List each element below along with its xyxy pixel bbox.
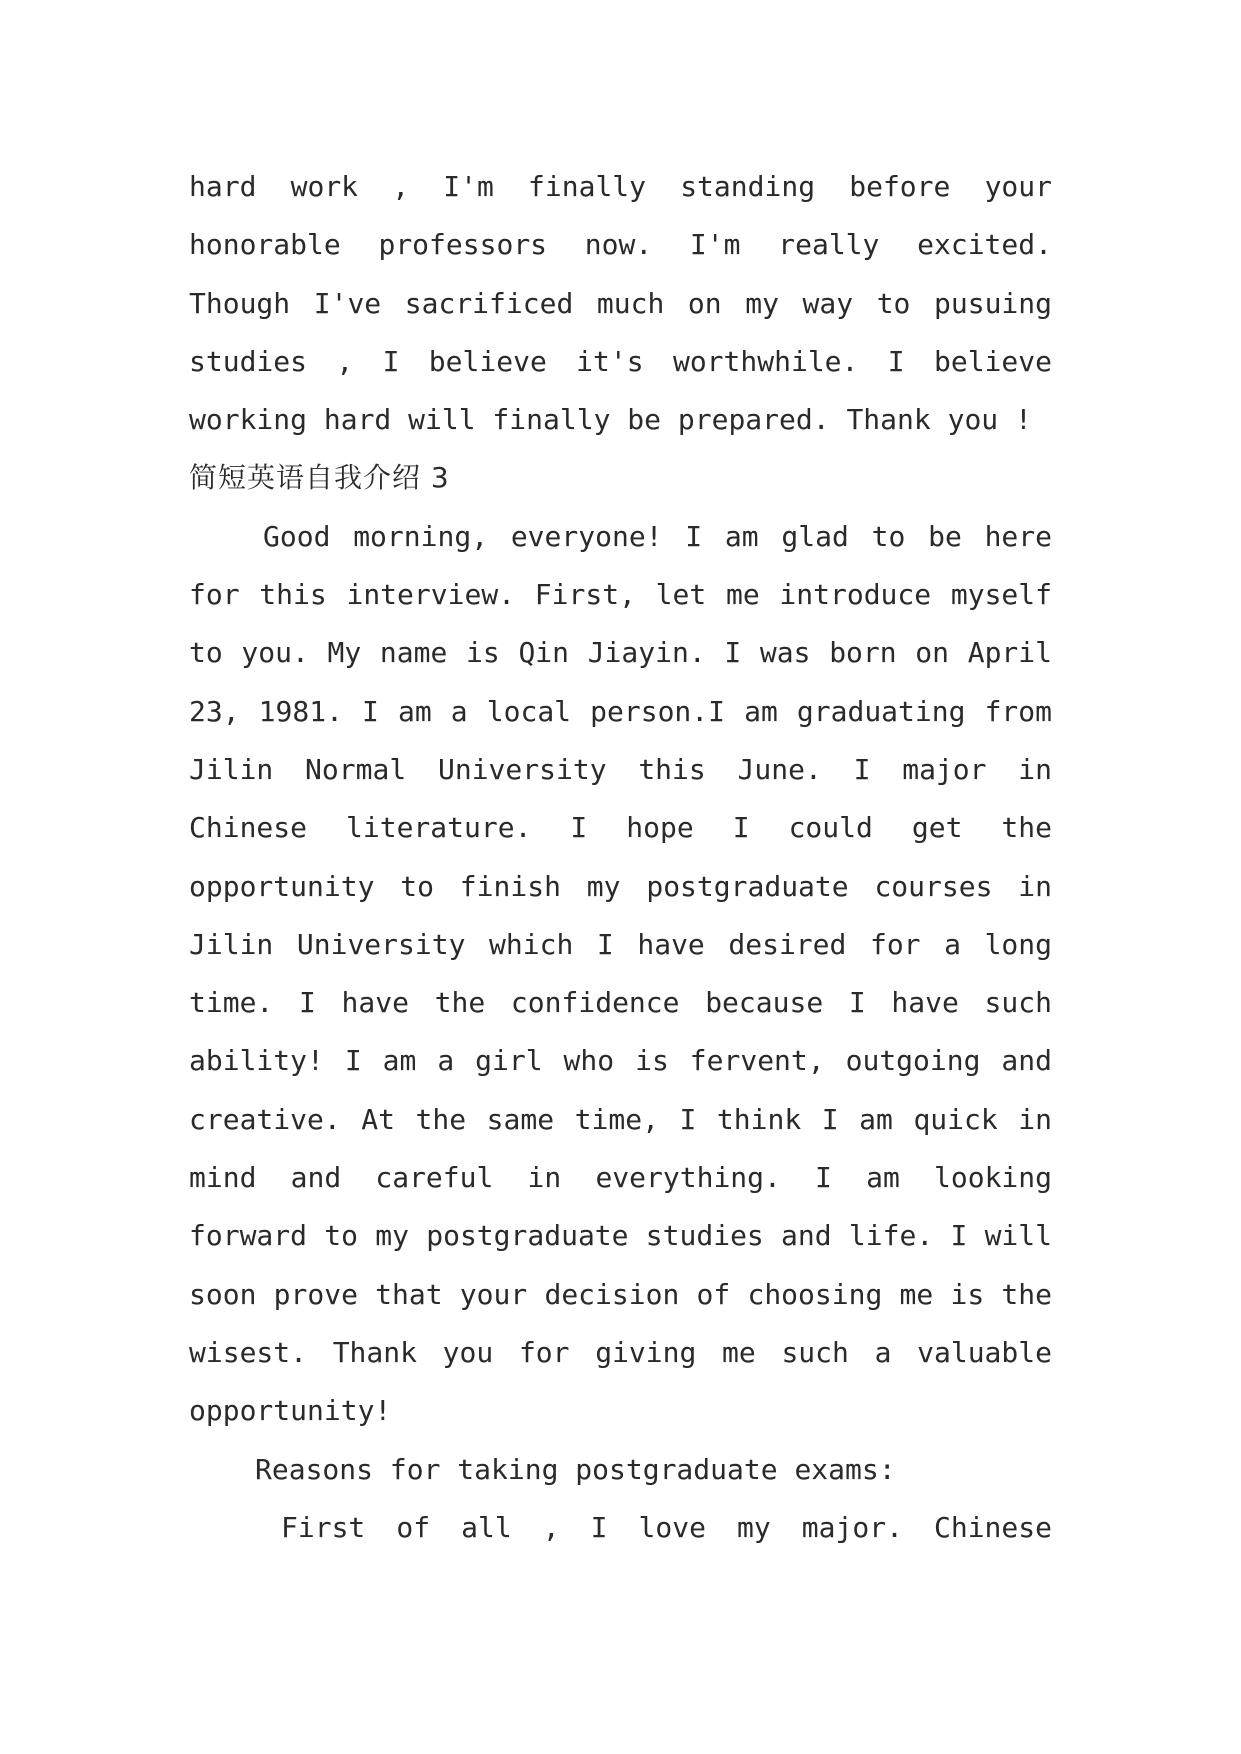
- text-line: to you. My name is Qin Jiayin. I was born on April: [189, 636, 1052, 670]
- text-line: soon prove that your decision of choosing me is the: [189, 1277, 1052, 1311]
- document-body: [189, 158, 1052, 1557]
- text-line: ability! I am a girl who is fervent, outgoing and: [189, 1044, 1052, 1078]
- reasons-heading: Reasons for taking postgraduate exams:: [255, 1452, 896, 1486]
- text-line: Chinese literature. I hope I could get the: [189, 811, 1052, 845]
- text-line: creative. At the same time, I think I am quick in: [189, 1102, 1052, 1136]
- text-line: Jilin University which I have desired for a long: [189, 927, 1052, 961]
- text-line: time. I have the confidence because I have such: [189, 986, 1052, 1020]
- text-line: Jilin Normal University this June. I major in: [189, 752, 1052, 786]
- text-line: First of all , I love my major. Chinese: [281, 1510, 1052, 1544]
- section-heading: 简短英语自我介绍 3: [189, 461, 450, 495]
- text-line: for this interview. First, let me introduce myself: [189, 578, 1052, 612]
- text-line: studies , I believe it's worthwhile. I believe: [189, 344, 1052, 378]
- text-line: honorable professors now. I'm really excited.: [189, 228, 1052, 262]
- text-line: hard work , I'm finally standing before your: [189, 170, 1052, 203]
- text-line: mind and careful in everything. I am looking: [189, 1161, 1052, 1195]
- text-line: working hard will finally be prepared. Thank you !: [189, 403, 1032, 437]
- paragraph-2: [189, 508, 1052, 1441]
- text-line: opportunity!: [189, 1394, 392, 1428]
- text-line: wisest. Thank you for giving me such a valuable: [189, 1335, 1052, 1369]
- paragraph-1: [189, 158, 1052, 449]
- text-line: forward to my postgraduate studies and life. I will: [189, 1219, 1052, 1253]
- text-line: Though I've sacrificed much on my way to pusuing: [189, 286, 1052, 320]
- text-line: 23, 1981. I am a local person.I am graduating from: [189, 694, 1052, 728]
- text-line: opportunity to finish my postgraduate courses in: [189, 869, 1052, 903]
- text-line: Good morning, everyone! I am glad to be here: [263, 519, 1052, 553]
